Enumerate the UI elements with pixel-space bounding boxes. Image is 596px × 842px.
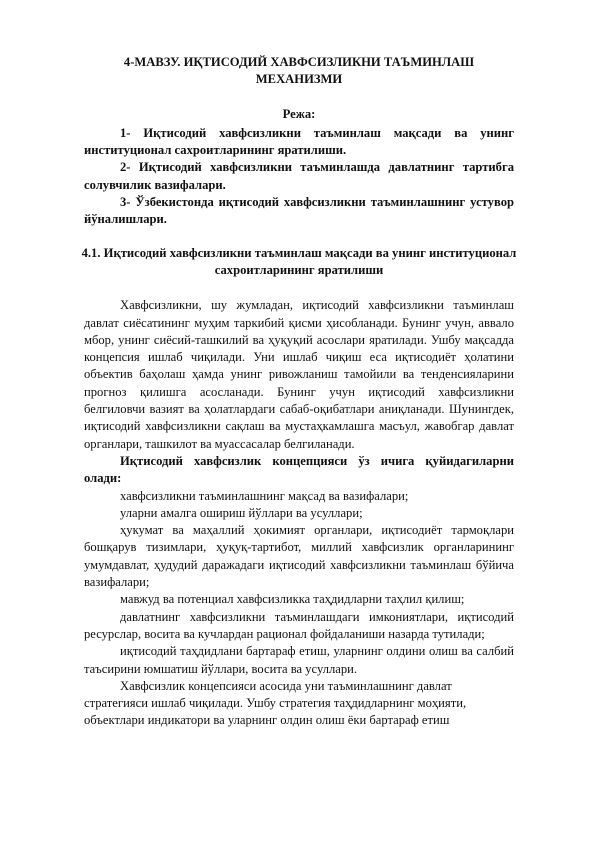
concept-heading: Иқтисодий хавфсизлик концепцияси ўз ичига қуйидагиларни олади: <box>84 453 514 486</box>
document-page <box>81 54 517 730</box>
plan-list <box>84 125 514 229</box>
list-item: иқтисодий таҳдидлани бартараф етиш, уларнинг олдини олиш ва салбий таъсирини юмшатиш йўллари, восита ва усуллари. <box>84 644 514 676</box>
list-item: ҳукумат ва маҳаллий ҳокимият органлари, иқтисодиёт тармоқлари бошқарув тизимлари, ҳуқуқ-тартибот, миллий хавфсизлик органларининг умумдавлат, ҳудудий даражадаги иқтисодий хавфсизликни таъминлаш бўйича вазифалари; <box>84 523 514 590</box>
list-item: мавжуд ва потенциал хавфсизликка таҳдидларни таҳлил қилиш; <box>120 592 465 607</box>
page-title: 4-МАВЗУ. ИҚТИСОДИЙ ХАВФСИЗЛИКНИ ТАЪМИНЛАШ МЕХАНИЗМИ <box>123 55 475 87</box>
paragraph: Хавфсизликни, шу жумладан, иқтисодий хавфсизликни таъминлаш давлат сиёсатининг муҳим таркибий қисми ҳисобланади. Бунинг учун, аввало​мбор, унинг сиёсий-ташкилий ва ҳуқуқий асослари яратилади. Ушбу мақсадда концепсия ишлаб чиқилади. Уни ишлаб чиқиш еса иқтисодиёт ҳолатини объектив баҳолаш ҳамда унинг ривожланиш тамойили ва тенденсияларини прогноз қилишга асосланади. Бунинг учун иқтисодий хавфсизликни белгиловчи вазият ва ҳолатлардаги сабаб-оқибатлари аниқланади. Шунингдек, иқтисодий хавфсизликни сақлаш ва мустаҳкамлашга масъул, жавобгар давлат органлари, ташкилот ва муассасалар белгиланади. <box>84 298 514 451</box>
list-item: давлатнинг хавфсизликни таъминлашдаги имкониятлари, иқтисодий ресурслар, восита ва кучлардан рационал фойдаланиши назарда тутилади; <box>84 609 514 641</box>
section-heading: 4.1. Иқтисодий хавфсизликни таъминлаш мақсади ва унинг институционал сахроитларининг яратилиши <box>81 245 517 277</box>
list-item: уларни амалга ошириш йўллари ва усуллари; <box>120 505 363 520</box>
paragraph: Хавфсизлик концепсияси асосида уни таъминлашнинг давлат стратегияси ишлаб чиқилади. Ушбу стратегия таҳдидларнинг моҳияти, объектлари индикатори ва уларнинг олдин олиш ёки бартараф етиш <box>84 678 467 728</box>
plan-heading: Режа: <box>282 106 316 121</box>
plan-item: 2- Иқтисодий хавфсизликни таъминлашда давлатнинг тартибга солувчилик вазифалари. <box>84 160 514 192</box>
plan-item: 1- Иқтисодий хавфсизликни таъминлаш мақсади ва унинг институционал сахроитларининг яратилиши. <box>84 125 514 158</box>
plan-item: 3- Ўзбекистонда иқтисодий хавфсизликни таъминлашнинг устувор йўналишлари. <box>84 195 514 227</box>
body-text <box>84 297 514 729</box>
list-item: хавфсизликни таъминлашнинг мақсад ва вазифалари; <box>120 488 409 503</box>
